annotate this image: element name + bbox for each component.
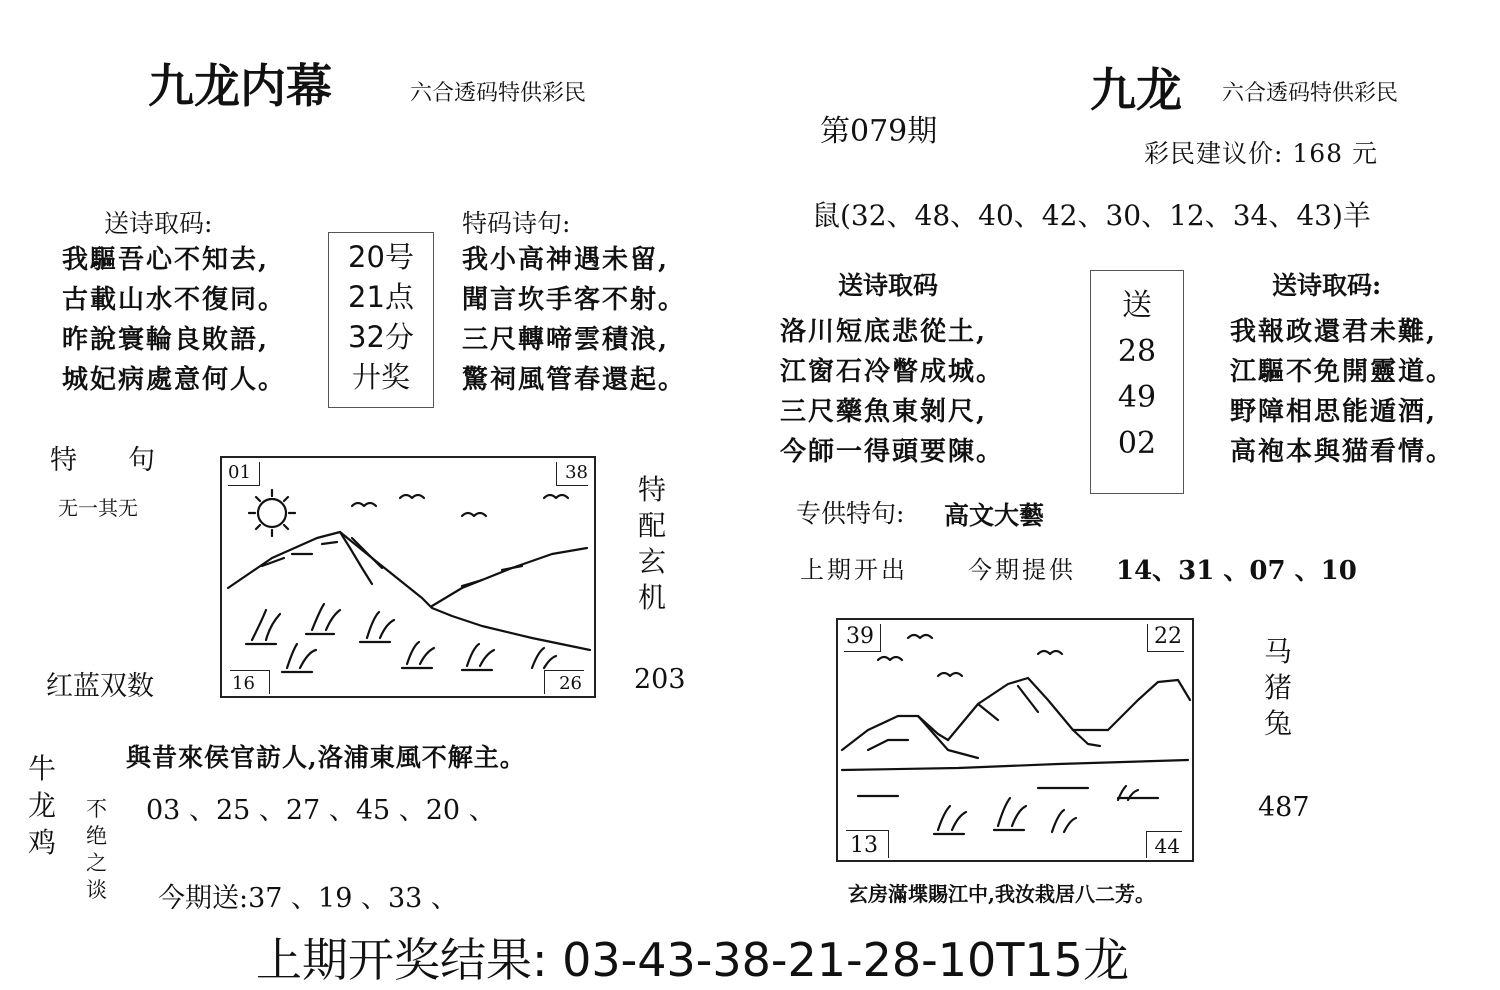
- left-special-phrase: 无一其无: [58, 496, 138, 520]
- send-box-line: 02: [1117, 426, 1157, 461]
- right-subtitle: 六合透码特供彩民: [1222, 81, 1399, 106]
- special-label: 专供特句:: [796, 499, 905, 528]
- right-title: 九龙: [1090, 63, 1182, 117]
- current-numbers: 14、31 、07 、10: [1116, 556, 1357, 586]
- poem-line: 古載山水不復同。: [62, 285, 287, 315]
- left-send-poem: [62, 240, 286, 400]
- vertical-char: 鸡: [28, 826, 57, 859]
- right-poem2-heading: 送诗取码:: [1272, 271, 1382, 300]
- right-side-vertical: [1264, 634, 1292, 742]
- left-special-poem-heading: 特码诗句:: [462, 209, 571, 238]
- vertical-char: 兔: [1264, 707, 1293, 740]
- time-box-line: 32分: [348, 320, 414, 354]
- corner-number: 44: [1146, 831, 1182, 858]
- right-verse: 玄房滿堞賜江中,我汝栽居八二芳。: [848, 882, 1155, 906]
- send-box-line: 49: [1117, 380, 1157, 415]
- left-scene-picture: [220, 456, 596, 698]
- poem-line: 我小高神遇未留,: [462, 245, 670, 275]
- right-poem1: [780, 312, 1004, 472]
- landscape-drawing: [222, 458, 594, 696]
- send-box-line: 送: [1122, 288, 1152, 323]
- corner-number: 13: [846, 830, 889, 858]
- animals-vertical: [28, 750, 56, 861]
- right-scene-picture: [836, 618, 1194, 862]
- send-box-line: 28: [1117, 334, 1157, 369]
- poem-line: 聞言坎手客不射。: [462, 285, 687, 315]
- current-label: 今期提供: [968, 556, 1076, 584]
- send-numbers-box: [1090, 270, 1184, 494]
- left-verse: 與昔來侯官訪人,洛浦東風不解主。: [126, 743, 526, 772]
- left-send-line: 今期送:37 、19 、33 、: [158, 883, 458, 914]
- vertical-char: 谈: [86, 878, 107, 902]
- price: 彩民建议价: 168 元: [1144, 139, 1379, 168]
- special-text: 高文大藝: [944, 501, 1045, 530]
- last-issue-label: 上期开出: [800, 556, 908, 584]
- right-poem1-heading: 送诗取码: [838, 271, 939, 300]
- time-box-line: 20号: [348, 240, 414, 274]
- corner-number: 01: [228, 462, 260, 486]
- zodiac-line: 鼠(32、48、40、42、30、12、34、43)羊: [812, 199, 1371, 232]
- poem-line: 我驅吾心不知去,: [62, 245, 270, 275]
- poem-line: 高袍本與猫看情。: [1230, 437, 1455, 467]
- right-side-number: 487: [1258, 792, 1310, 823]
- poem-line: 昨說寰輪良敗語,: [62, 325, 270, 355]
- vertical-char: 特: [638, 473, 667, 506]
- left-time-box: [328, 232, 434, 408]
- poem-line: 江窗石冷瞥成城。: [780, 357, 1005, 387]
- left-special-poem: [462, 240, 686, 400]
- time-box-line: 21点: [348, 280, 414, 314]
- poem-line: 今師一得頭要陳。: [780, 437, 1005, 467]
- vertical-char: 配: [638, 509, 667, 542]
- landscape-drawing: [838, 620, 1192, 860]
- corner-number: 22: [1147, 624, 1184, 652]
- vertical-char: 龙: [28, 789, 57, 822]
- vertical-char: 猪: [1264, 671, 1293, 704]
- poem-line: 三尺轉啼雲積浪,: [462, 325, 670, 355]
- last-draw-result: 上期开奖结果: 03-43-38-21-28-10T15龙: [256, 933, 1129, 987]
- poem-line: 洛川短底悲從土,: [780, 317, 988, 347]
- vertical-char: 牛: [28, 752, 57, 785]
- vertical-char: 玄: [638, 545, 667, 578]
- time-box-line: 廾奖: [351, 360, 410, 394]
- left-send-poem-heading: 送诗取码:: [104, 209, 213, 238]
- issue-number: 第079期: [820, 114, 938, 149]
- left-subtitle: 六合透码特供彩民: [410, 81, 587, 106]
- poem-line: 江驅不免開靈道。: [1230, 357, 1455, 387]
- poem-line: 驚祠風管春還起。: [462, 365, 687, 395]
- vertical-char: 之: [86, 851, 107, 875]
- no-end-vertical: [86, 796, 107, 904]
- vertical-char: 不: [86, 797, 107, 821]
- left-side-number: 203: [634, 664, 686, 695]
- vertical-char: 马: [1264, 635, 1293, 668]
- left-title: 九龙内幕: [148, 59, 332, 113]
- vertical-char: 机: [638, 581, 667, 614]
- poem-line: 我報政還君未難,: [1230, 317, 1438, 347]
- poem-line: 三尺藥魚東剝尺,: [780, 397, 988, 427]
- corner-number: 26: [544, 670, 584, 694]
- left-special-phrase-label: 特 句: [50, 445, 167, 476]
- corner-number: 16: [230, 670, 270, 694]
- vertical-char: 绝: [86, 824, 107, 848]
- right-poem2: [1230, 312, 1454, 472]
- corner-number: 38: [556, 462, 588, 486]
- left-numbers-line: 03 、25 、27 、45 、20 、: [146, 795, 496, 826]
- poem-line: 野障相思能遁酒,: [1230, 397, 1438, 427]
- corner-number: 39: [844, 624, 881, 652]
- left-side-vertical: [638, 472, 666, 616]
- poem-line: 城妃病處意何人。: [62, 365, 287, 395]
- red-blue-label: 红蓝双数: [46, 671, 154, 702]
